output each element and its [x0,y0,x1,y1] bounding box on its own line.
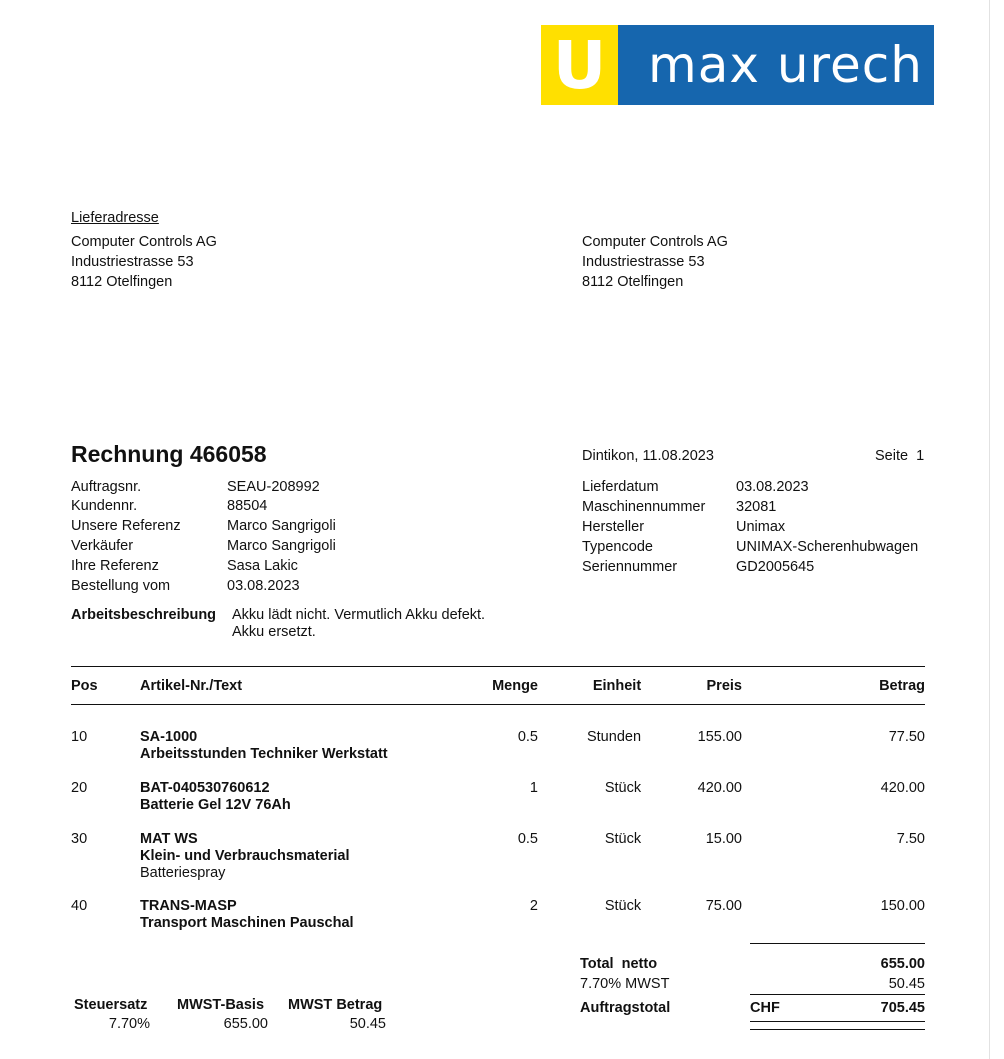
order-value-3: Marco Sangrigoli [227,518,336,534]
vat-label: 7.70% MWST [580,976,670,992]
row-desc: Batterie Gel 12V 76Ah [140,797,291,813]
billing-line-2: Industriestrasse 53 [582,254,705,270]
grand-total-currency: CHF [750,1000,780,1016]
logo-wordmark: max urech [618,25,934,105]
page-number: Seite 1 [875,448,925,464]
totals-double-rule-1 [750,1021,925,1022]
row-qty: 0.5 [517,729,538,745]
col-header-pos: Pos [71,678,98,694]
order-label-3: Unsere Referenz [71,518,181,534]
order-label-5: Ihre Referenz [71,558,159,574]
row-unit: Stück [604,780,642,796]
row-price: 15.00 [705,831,742,847]
machine-value-2: 32081 [736,499,777,515]
machine-label-4: Typencode [582,539,653,555]
order-value-1: SEAU-208992 [227,479,320,495]
tax-header-amount: MWST Betrag [288,997,383,1013]
row-code: SA-1000 [140,729,198,745]
machine-label-2: Maschinennummer [582,499,706,515]
grand-total-value: 705.45 [880,1000,925,1016]
totals-top-rule [750,943,925,944]
delivery-line-3: 8112 Otelfingen [71,274,173,290]
machine-label-5: Seriennummer [582,559,678,575]
row-qty: 0.5 [517,831,538,847]
machine-value-5: GD2005645 [736,559,815,575]
row-amount: 77.50 [888,729,925,745]
viewer-edge [989,0,990,1059]
order-value-2: 88504 [227,498,268,514]
row-desc: Arbeitsstunden Techniker Werkstatt [140,746,388,762]
tax-amount-value: 50.45 [349,1016,386,1032]
row-amount: 7.50 [896,831,925,847]
row-unit: Stunden [586,729,642,745]
row-price: 155.00 [697,729,742,745]
order-value-5: Sasa Lakic [227,558,298,574]
delivery-line-1: Computer Controls AG [71,234,217,250]
total-net-value: 655.00 [880,956,925,972]
total-net-label: Total netto [580,956,658,972]
invoice-place-date: Dintikon, 11.08.2023 [582,448,714,464]
row-code: TRANS-MASP [140,898,237,914]
row-desc: Klein- und Verbrauchsmaterial [140,848,350,864]
row-amount: 150.00 [880,898,925,914]
col-header-qty: Menge [492,678,538,694]
row-pos: 10 [71,729,88,745]
delivery-heading: Lieferadresse [71,210,159,226]
order-label-4: Verkäufer [71,538,134,554]
row-unit: Stück [604,831,642,847]
row-note: Batteriespray [140,865,226,881]
machine-label-1: Lieferdatum [582,479,659,495]
row-amount: 420.00 [880,780,925,796]
machine-value-3: Unimax [736,519,786,535]
table-header-rule [71,704,925,705]
row-price: 75.00 [705,898,742,914]
row-pos: 40 [71,898,88,914]
company-logo [541,25,934,105]
machine-value-1: 03.08.2023 [736,479,809,495]
tax-header-basis: MWST-Basis [177,997,265,1013]
row-price: 420.00 [697,780,742,796]
order-label-2: Kundennr. [71,498,138,514]
table-top-rule [71,666,925,667]
machine-label-3: Hersteller [582,519,645,535]
row-unit: Stück [604,898,642,914]
tax-header-rate: Steuersatz [74,997,148,1013]
delivery-line-2: Industriestrasse 53 [71,254,194,270]
invoice-title: Rechnung 466058 [71,441,267,467]
machine-value-4: UNIMAX-Scherenhubwagen [736,539,919,555]
tax-rate-value: 7.70% [108,1016,150,1032]
col-header-amount: Betrag [879,678,925,694]
row-qty: 1 [529,780,538,796]
order-value-6: 03.08.2023 [227,578,300,594]
logo-u-block: U [541,25,618,105]
work-label: Arbeitsbeschreibung [71,607,217,623]
billing-line-1: Computer Controls AG [582,234,728,250]
billing-line-3: 8112 Otelfingen [582,274,684,290]
row-code: MAT WS [140,831,198,847]
vat-value: 50.45 [888,976,925,992]
row-desc: Transport Maschinen Pauschal [140,915,354,931]
row-pos: 20 [71,780,88,796]
row-qty: 2 [529,898,538,914]
order-label-6: Bestellung vom [71,578,171,594]
work-line-2: Akku ersetzt. [232,624,316,640]
tax-basis-value: 655.00 [223,1016,268,1032]
row-pos: 30 [71,831,88,847]
order-label-1: Auftragsnr. [71,479,142,495]
totals-double-rule-2 [750,1029,925,1030]
grand-total-label: Auftragstotal [580,1000,671,1016]
col-header-price: Preis [706,678,742,694]
work-line-1: Akku lädt nicht. Vermutlich Akku defekt. [232,607,486,623]
col-header-unit: Einheit [592,678,642,694]
row-code: BAT-040530760612 [140,780,270,796]
col-header-article: Artikel-Nr./Text [140,678,243,694]
totals-mid-rule [750,994,925,995]
order-value-4: Marco Sangrigoli [227,538,336,554]
